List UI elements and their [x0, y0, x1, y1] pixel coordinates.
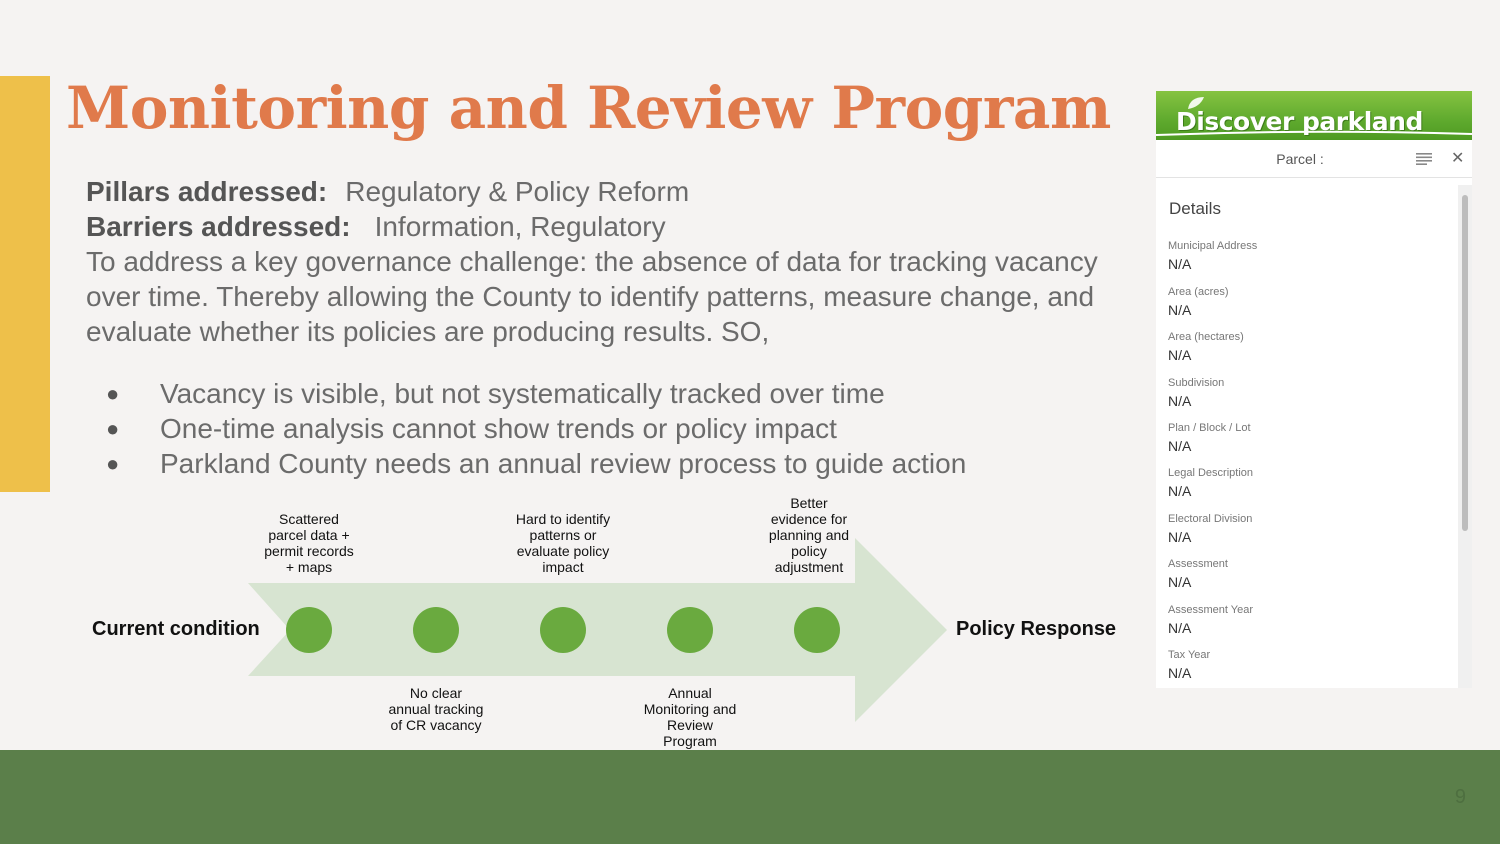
step-node-5: [794, 607, 840, 653]
process-diagram: [0, 490, 1150, 750]
detail-field: Assessment Year N/A: [1168, 604, 1253, 636]
barriers-label: Barriers addressed:: [86, 211, 351, 242]
bullet-list: [100, 376, 966, 481]
detail-field: Electoral Division N/A: [1168, 513, 1253, 545]
page-title: Monitoring and Review Program: [66, 74, 1111, 142]
step-node-2: [413, 607, 459, 653]
brand-banner: [1156, 91, 1472, 140]
detail-field: Area (acres) N/A: [1168, 286, 1229, 318]
step-label-4: Annual Monitoring and Review Program: [643, 685, 737, 749]
parcel-title: Parcel :: [1276, 151, 1324, 167]
step-node-1: [286, 607, 332, 653]
list-menu-icon[interactable]: [1416, 153, 1434, 165]
description: To address a key governance challenge: the absence of data for tracking vacancy over time. Thereby allowing the County to identify patterns, measure change, and evaluate whether its policies are producing results. SO,: [86, 246, 1098, 347]
detail-field: Tax Year N/A: [1168, 649, 1211, 681]
step-node-4: [667, 607, 713, 653]
step-label-3: Hard to identify patterns or evaluate policy impact: [515, 511, 611, 575]
scroll-thumb[interactable]: [1462, 195, 1468, 531]
pillars-label: Pillars addressed:: [86, 176, 328, 207]
bullet-icon: ●: [106, 381, 120, 406]
detail-field: Plan / Block / Lot N/A: [1168, 422, 1251, 454]
detail-field: Municipal Address N/A: [1168, 240, 1258, 272]
bullet-text: Vacancy is visible, but not systematically tracked over time: [160, 378, 885, 409]
list-item: [100, 411, 966, 446]
step-label-1: Scattered parcel data + permit records + maps: [264, 511, 354, 575]
logo-swoosh: [1156, 129, 1472, 140]
parcel-panel: [1156, 91, 1472, 688]
bullet-icon: ●: [106, 416, 120, 441]
page-number: 9: [1454, 786, 1466, 808]
list-item: [100, 376, 966, 411]
current-condition-label: Current condition: [92, 618, 260, 640]
step-label-2: No clear annual tracking of CR vacancy: [388, 685, 484, 733]
pillars-value: Regulatory & Policy Reform: [345, 176, 690, 207]
detail-field: Assessment N/A: [1168, 558, 1228, 590]
bullet-text: One-time analysis cannot show trends or policy impact: [160, 413, 837, 444]
bullet-icon: ●: [106, 451, 120, 476]
step-node-3: [540, 607, 586, 653]
barriers-value: Information, Regulatory: [374, 211, 666, 242]
detail-field: Area (hectares) N/A: [1168, 331, 1244, 363]
detail-field: Subdivision N/A: [1168, 377, 1225, 409]
parcel-header: [1156, 141, 1472, 178]
detail-field: Legal Description N/A: [1168, 467, 1253, 499]
pillars-line: [86, 174, 1146, 209]
bullet-text: Parkland County needs an annual review process to guide action: [160, 448, 967, 479]
brand-logo: Discover parkland: [1176, 107, 1423, 136]
intro-text: [86, 174, 1146, 349]
barriers-line: [86, 209, 1146, 244]
details-scrollbar[interactable]: [1458, 185, 1472, 688]
accent-bar: [0, 76, 50, 492]
footer-band: [0, 750, 1500, 844]
policy-response-label: Policy Response: [956, 618, 1117, 640]
close-icon[interactable]: ✕: [1451, 150, 1465, 167]
list-item: [100, 446, 966, 481]
details-heading: Details: [1169, 199, 1221, 218]
step-label-5: Better evidence for planning and policy adjustment: [768, 495, 850, 575]
